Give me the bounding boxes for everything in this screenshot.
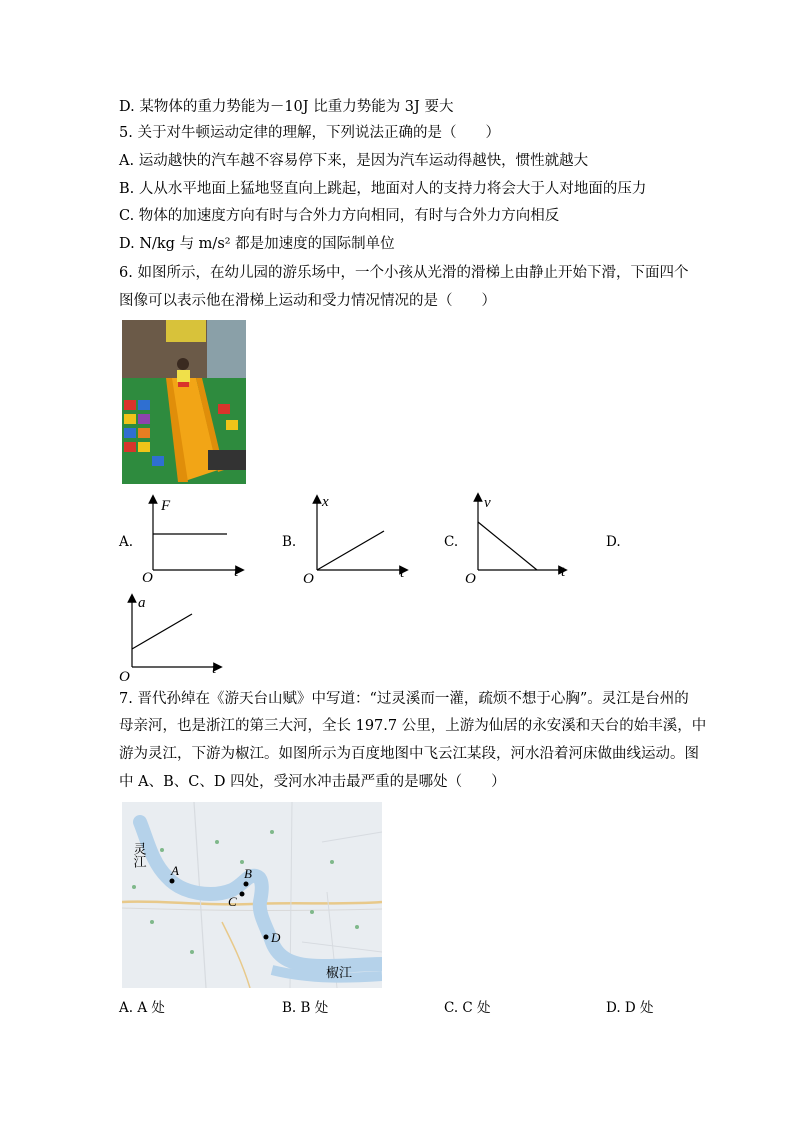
graph-c-x-label: t [561, 564, 566, 580]
graph-d-label: D. [606, 534, 621, 550]
q6-stem-line1: 6. 如图所示，在幼儿园的游乐场中，一个小孩从光滑的滑梯上由静止开始下滑，下面四个 [119, 265, 689, 281]
q7-line2: 母亲河，也是浙江的第三大河，全长 197.7 公里，上游为仙居的永安溪和天台的始丰溪，中 [119, 718, 707, 734]
graph-c-y-label: v [484, 495, 491, 511]
q5-option-d: D. N/kg 与 m/s² 都是加速度的国际制单位 [119, 236, 395, 252]
q5-option-a: A. 运动越快的汽车越不容易停下来，是因为汽车运动得越快，惯性就越大 [119, 153, 589, 169]
graph-a-y-label: F [161, 498, 171, 514]
graph-b-x-label: t [400, 565, 405, 581]
graph-c-origin: O [465, 571, 476, 584]
graph-d [116, 592, 232, 684]
q4-option-d: D. 某物体的重力势能为－10J 比重力势能为 3J 要大 [119, 99, 454, 115]
graph-c-label: C. [444, 534, 459, 550]
graph-a-x-label: t [234, 564, 239, 580]
map-point-a: A [171, 863, 179, 878]
graph-d-origin: O [119, 669, 130, 684]
q7-line1: 7. 晋代孙绰在《游天台山赋》中写道：“过灵溪而一灌，疏烦不想于心胸”。灵江是台州的 [119, 691, 689, 707]
graph-a-origin: O [142, 570, 153, 585]
graph-a [136, 493, 252, 585]
q7-option-d: D. D 处 [606, 1000, 654, 1016]
graph-b [300, 493, 416, 585]
graph-b-origin: O [303, 571, 314, 585]
map-point-d: D [271, 930, 281, 945]
q7-option-a: A. A 处 [119, 1000, 165, 1016]
q5-stem: 5. 关于对牛顿运动定律的理解，下列说法正确的是（ ） [119, 125, 500, 141]
map-label-jiaojiang: 椒江 [326, 965, 353, 980]
slide-photo [122, 320, 246, 484]
map-point-b: B [244, 866, 252, 881]
graph-d-y-label: a [138, 595, 146, 611]
graph-d-x-label: t [212, 661, 217, 677]
map-label-lingjiang: 灵江 [131, 842, 147, 868]
graph-a-label: A. [119, 534, 134, 550]
graph-b-y-label: x [322, 494, 329, 510]
q7-option-b: B. B 处 [282, 1000, 329, 1016]
q5-option-c: C. 物体的加速度方向有时与合外力方向相同，有时与合外力方向相反 [119, 208, 560, 224]
q7-line3: 游为灵江，下游为椒江。如图所示为百度地图中飞云江某段，河水沿着河床做曲线运动。图 [119, 746, 699, 762]
q7-line4: 中 A、B、C、D 四处，受河水冲击最严重的是哪处（ ） [119, 774, 506, 790]
map-point-c: C [228, 894, 237, 909]
q7-option-c: C. C 处 [444, 1000, 491, 1016]
q6-stem-line2: 图像可以表示他在滑梯上运动和受力情况情况的是（ ） [119, 293, 496, 309]
river-map [122, 802, 382, 988]
graph-c [461, 492, 577, 584]
graph-b-label: B. [282, 534, 297, 550]
q5-option-b: B. 人从水平地面上猛地竖直向上跳起，地面对人的支持力将会大于人对地面的压力 [119, 181, 647, 197]
